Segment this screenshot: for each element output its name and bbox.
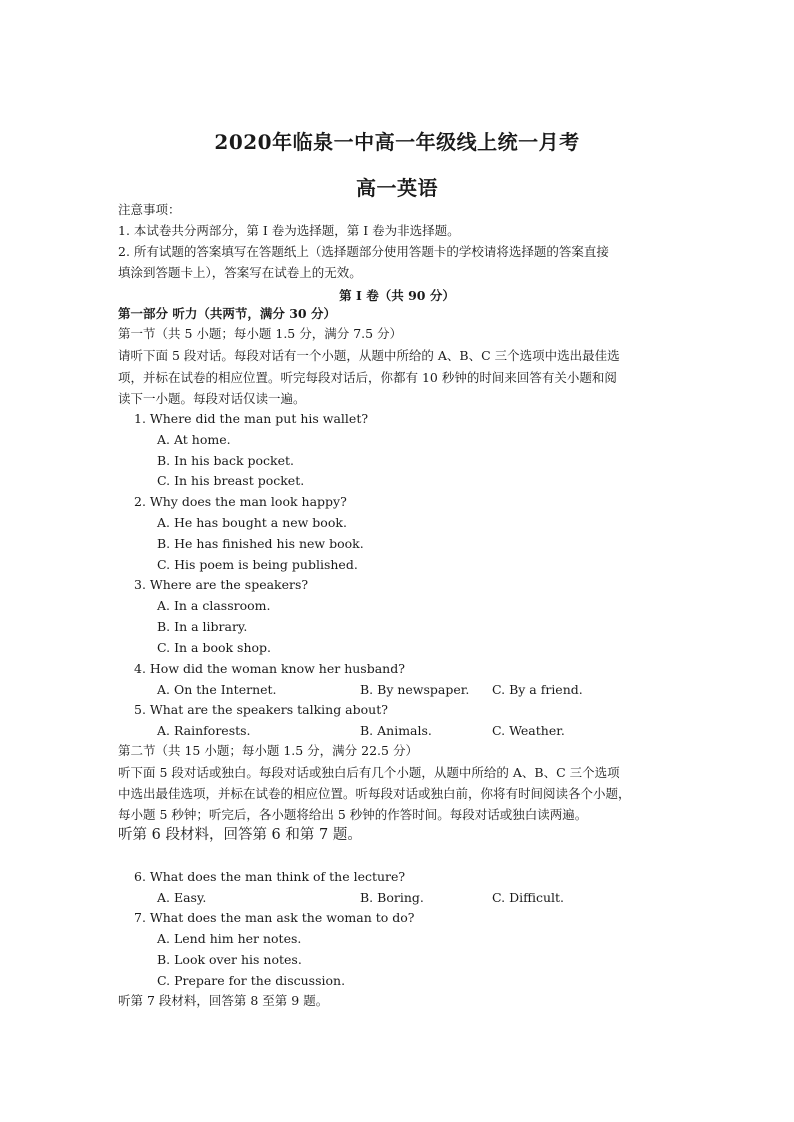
section-2-instruction-line-2: 中选出最佳选项，并标在试卷的相应位置。听每段对话或独白前，你将有时间阅读各个小题， [118, 786, 631, 801]
notice-item-2-line-2: 填涂到答题卡上），答案写在试卷上的无效。 [118, 265, 362, 280]
question-7-option-a: A. Lend him her notes. [157, 931, 302, 946]
volume-1-heading: 第 I 卷（共 90 分） [339, 288, 455, 303]
question-4-option-b: B. By newspaper. [360, 682, 470, 697]
section-2-heading: 第二节（共 15 小题；每小题 1.5 分，满分 22.5 分） [118, 743, 418, 758]
section-1-instruction-line-1: 请听下面 5 段对话。每段对话有一个小题，从题中所给的 A、B、C 三个选项中选出最佳选 [118, 348, 620, 363]
question-4-option-c: C. By a friend. [492, 682, 583, 697]
section-1-heading: 第一节（共 5 小题；每小题 1.5 分，满分 7.5 分） [118, 326, 403, 341]
question-7-option-c: C. Prepare for the discussion. [157, 973, 346, 988]
question-6-option-c: C. Difficult. [492, 890, 565, 905]
section-1-instruction-line-2: 项，并标在试卷的相应位置。听完每段对话后，你都有 10 秒钟的时间来回答有关小题和阅 [118, 370, 617, 385]
question-7: 7. What does the man ask the woman to do? [134, 910, 415, 925]
question-2-option-b: B. He has finished his new book. [157, 536, 364, 551]
section-1-instruction-line-3: 读下一小题。每段对话仅读一遍。 [118, 391, 306, 406]
question-5-option-b: B. Animals. [360, 723, 432, 738]
notice-item-2-line-1: 2. 所有试题的答案填写在答题纸上（选择题部分使用答题卡的学校请将选择题的答案直接 [118, 244, 609, 259]
question-4: 4. How did the woman know her husband? [134, 661, 405, 676]
material-7-instruction: 听第 7 段材料，回答第 8 至第 9 题。 [118, 993, 329, 1008]
question-6-option-b: B. Boring. [360, 890, 424, 905]
question-2-option-c: C. His poem is being published. [157, 557, 358, 572]
section-2-instruction-line-3: 每小题 5 秒钟；听完后，各小题将给出 5 秒钟的作答时间。每段对话或独白读两遍。 [118, 807, 588, 822]
question-1: 1. Where did the man put his wallet? [134, 411, 369, 426]
question-7-option-b: B. Look over his notes. [157, 952, 302, 967]
question-5: 5. What are the speakers talking about? [134, 702, 388, 717]
question-3-option-a: A. In a classroom. [157, 598, 271, 613]
question-3: 3. Where are the speakers? [134, 577, 309, 592]
question-3-option-b: B. In a library. [157, 619, 248, 634]
question-5-option-c: C. Weather. [492, 723, 565, 738]
question-3-option-c: C. In a book shop. [157, 640, 272, 655]
material-6-instruction: 听第 6 段材料，回答第 6 和第 7 题。 [118, 827, 362, 843]
question-6: 6. What does the man think of the lecture? [134, 869, 406, 884]
question-6-option-a: A. Easy. [157, 890, 207, 905]
notice-item-1: 1. 本试卷共分两部分，第 I 卷为选择题，第 I 卷为非选择题。 [118, 223, 460, 238]
section-2-instruction-line-1: 听下面 5 段对话或独白。每段对话或独白后有几个小题，从题中所给的 A、B、C 三个选项 [118, 765, 620, 780]
question-2: 2. Why does the man look happy? [134, 494, 347, 509]
exam-subtitle: 高一英语 [356, 176, 438, 200]
part-1-heading: 第一部分 听力（共两节，满分 30 分） [118, 306, 336, 321]
question-1-option-b: B. In his back pocket. [157, 453, 295, 468]
question-4-option-a: A. On the Internet. [157, 682, 277, 697]
notice-heading: 注意事项： [118, 202, 181, 217]
question-1-option-a: A. At home. [157, 432, 231, 447]
question-2-option-a: A. He has bought a new book. [157, 515, 347, 530]
question-1-option-c: C. In his breast pocket. [157, 473, 305, 488]
question-5-option-a: A. Rainforests. [157, 723, 251, 738]
exam-title: 2020年临泉一中高一年级线上统一月考 [214, 130, 580, 154]
